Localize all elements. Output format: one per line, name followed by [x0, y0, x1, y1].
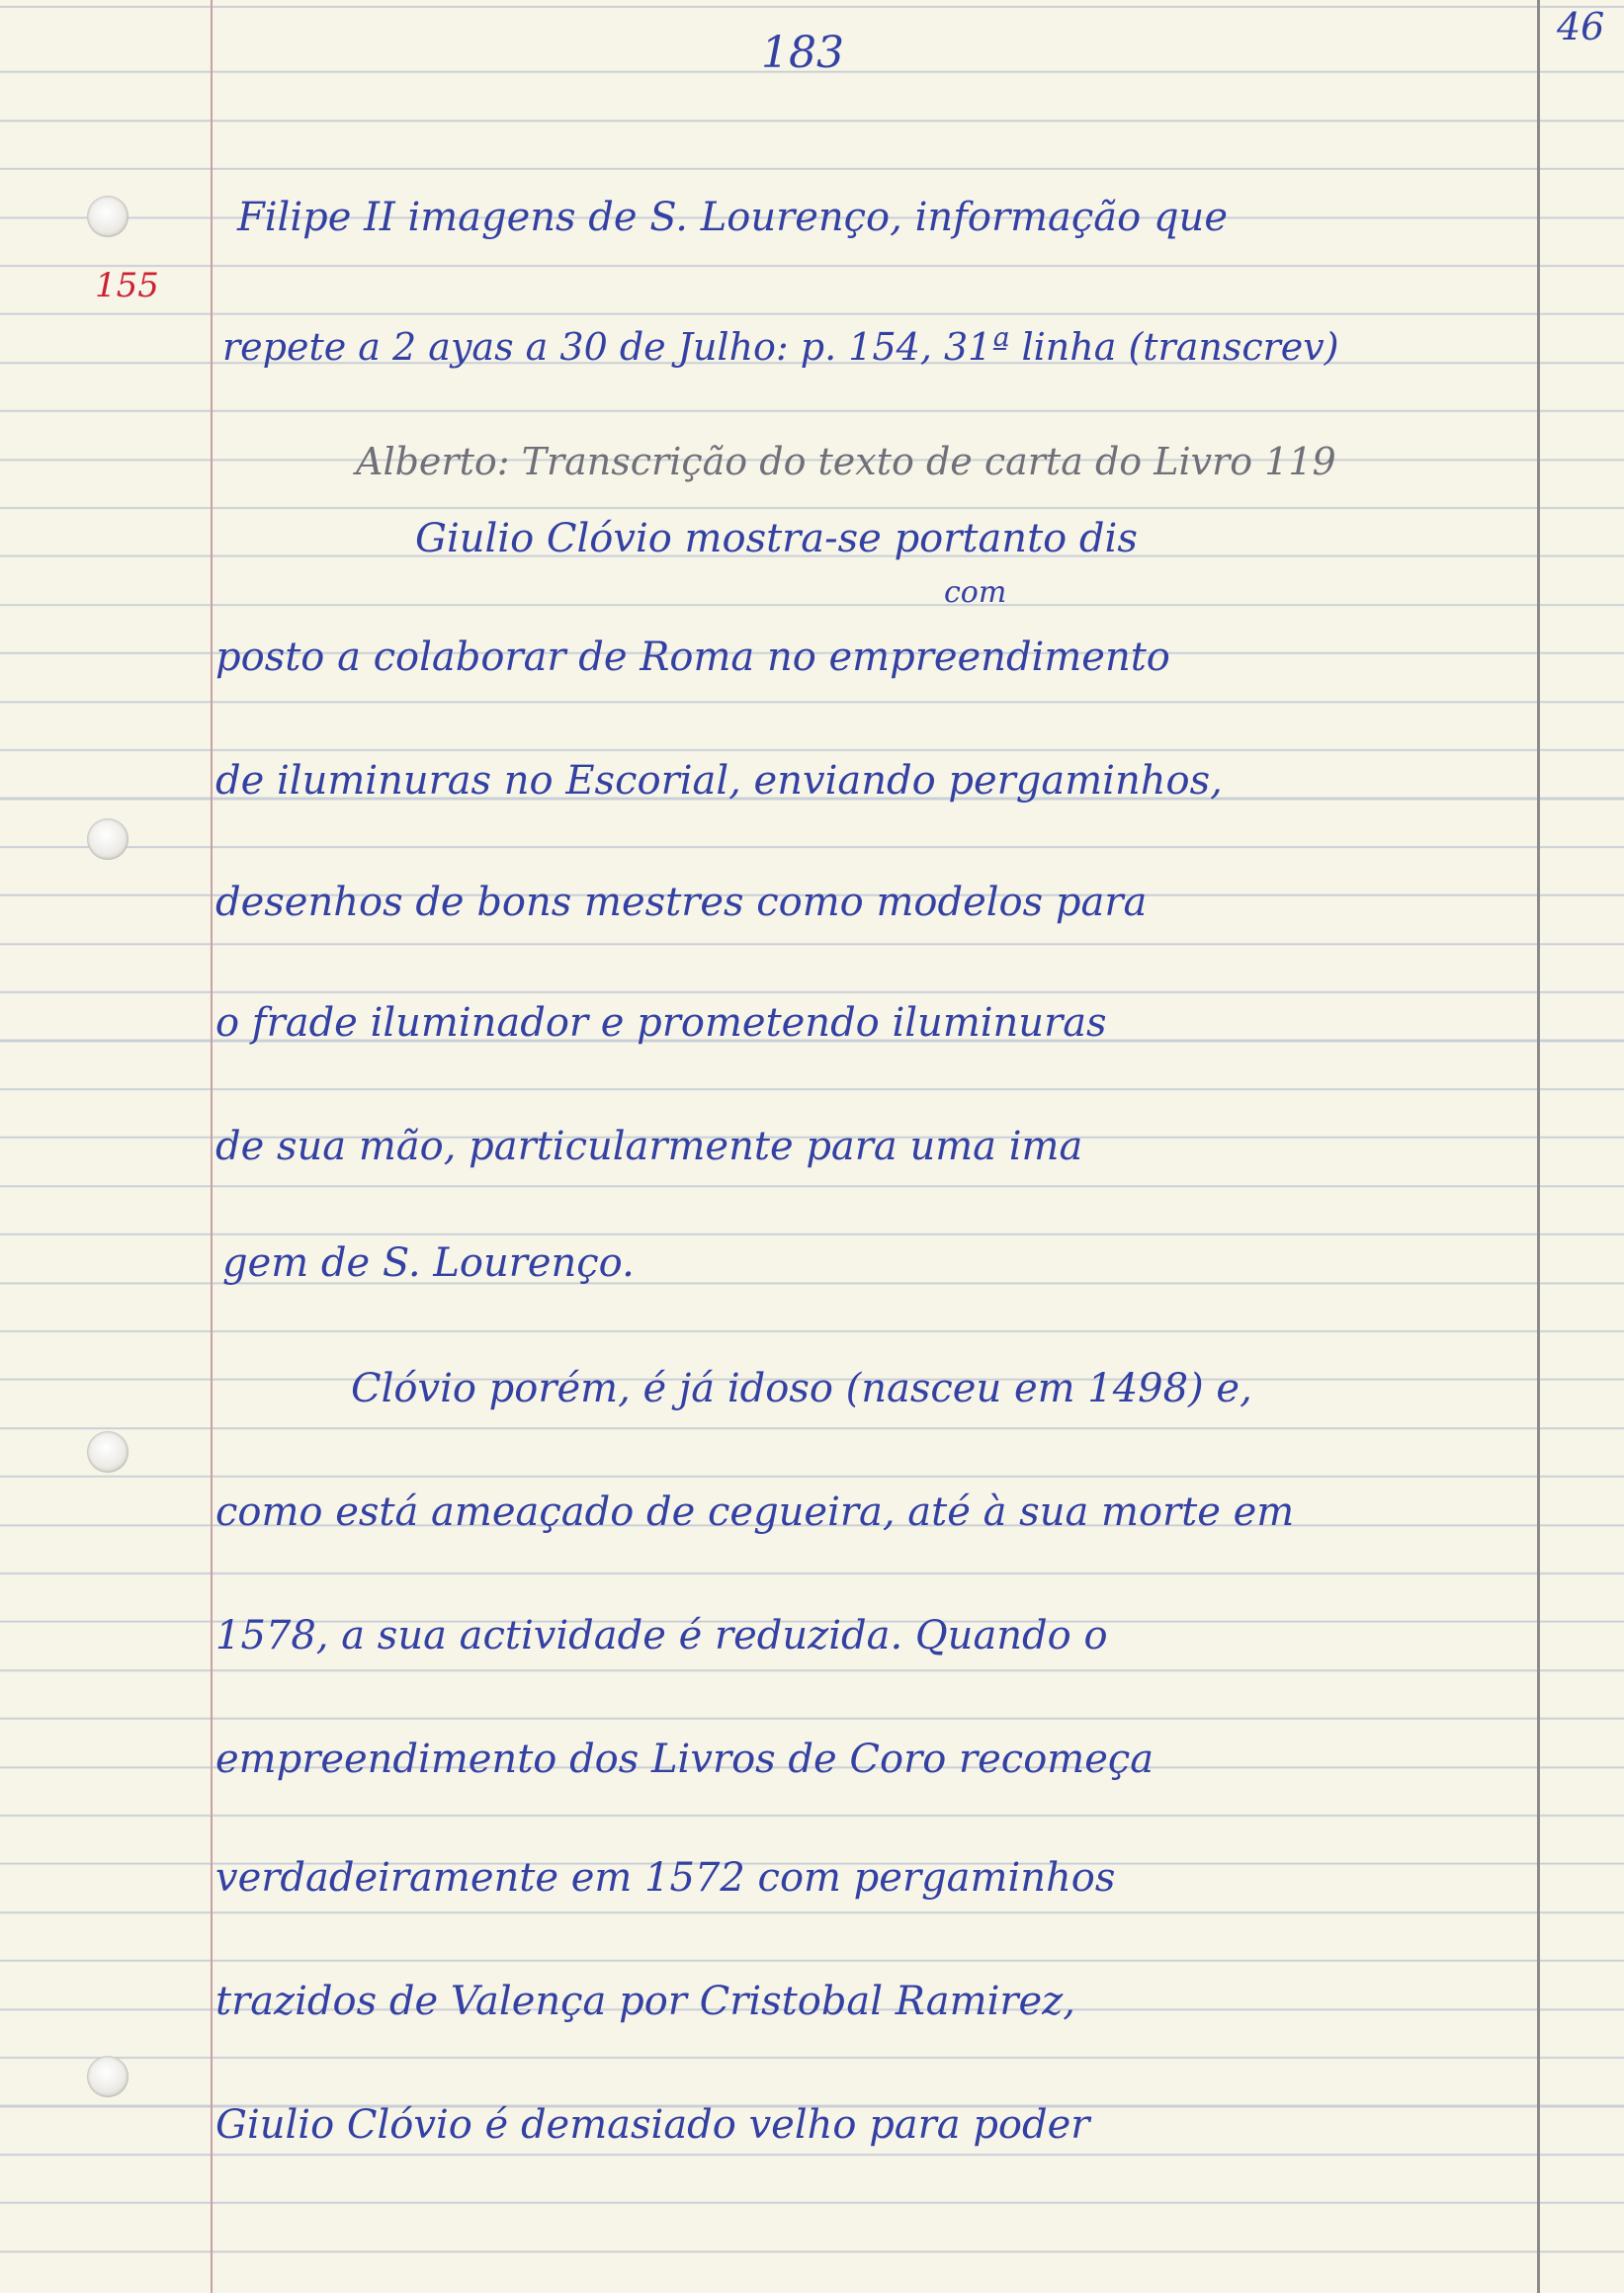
- punch-hole-1: [87, 196, 128, 237]
- punch-hole-4: [87, 2056, 128, 2097]
- text-line-4: posto a colaborar de Roma no empreendimento: [215, 635, 1170, 680]
- text-line-12: 1578, a sua actividade é reduzida. Quando o: [215, 1613, 1108, 1658]
- page-number-top: 183: [761, 28, 844, 78]
- text-line-10: Clóvio porém, é já idoso (nasceu em 1498) e,: [351, 1366, 1252, 1411]
- text-line-15: trazidos de Valença por Cristobal Ramirez,: [215, 1979, 1075, 2024]
- punch-hole-2: [87, 818, 128, 860]
- text-line-2: repete a 2 ayas a 30 de Julho: p. 154, 31ª linha (transcrev): [222, 325, 1339, 369]
- page-number-corner: 46: [1557, 5, 1605, 48]
- text-line-3: Giulio Clóvio mostra-se portanto dis: [415, 516, 1138, 561]
- text-line-9: gem de S. Lourenço.: [222, 1240, 635, 1286]
- text-line-8: de sua mão, particularmente para uma ima: [215, 1124, 1083, 1169]
- text-line-14: verdadeiramente em 1572 com pergaminhos: [215, 1855, 1116, 1901]
- punch-hole-3: [87, 1431, 128, 1473]
- text-line-13: empreendimento dos Livros de Coro recomeça: [215, 1737, 1154, 1782]
- insertion-word: com: [944, 575, 1007, 610]
- text-line-5: de iluminuras no Escorial, enviando pergaminhos,: [215, 758, 1223, 804]
- text-line-11: como está ameaçado de cegueira, até à sua morte em: [215, 1489, 1295, 1535]
- margin-rule: [211, 0, 213, 2293]
- page-edge: [1537, 0, 1540, 2293]
- pencil-note: Alberto: Transcrição do texto de carta do Livro 119: [356, 440, 1336, 483]
- margin-note: 155: [95, 266, 159, 305]
- text-line-6: desenhos de bons mestres como modelos para: [215, 880, 1148, 925]
- text-line-7: o frade iluminador e prometendo iluminuras: [215, 1000, 1107, 1046]
- text-line-16: Giulio Clóvio é demasiado velho para poder: [215, 2102, 1090, 2148]
- text-line-1: Filipe II imagens de S. Lourenço, informação que: [237, 195, 1228, 240]
